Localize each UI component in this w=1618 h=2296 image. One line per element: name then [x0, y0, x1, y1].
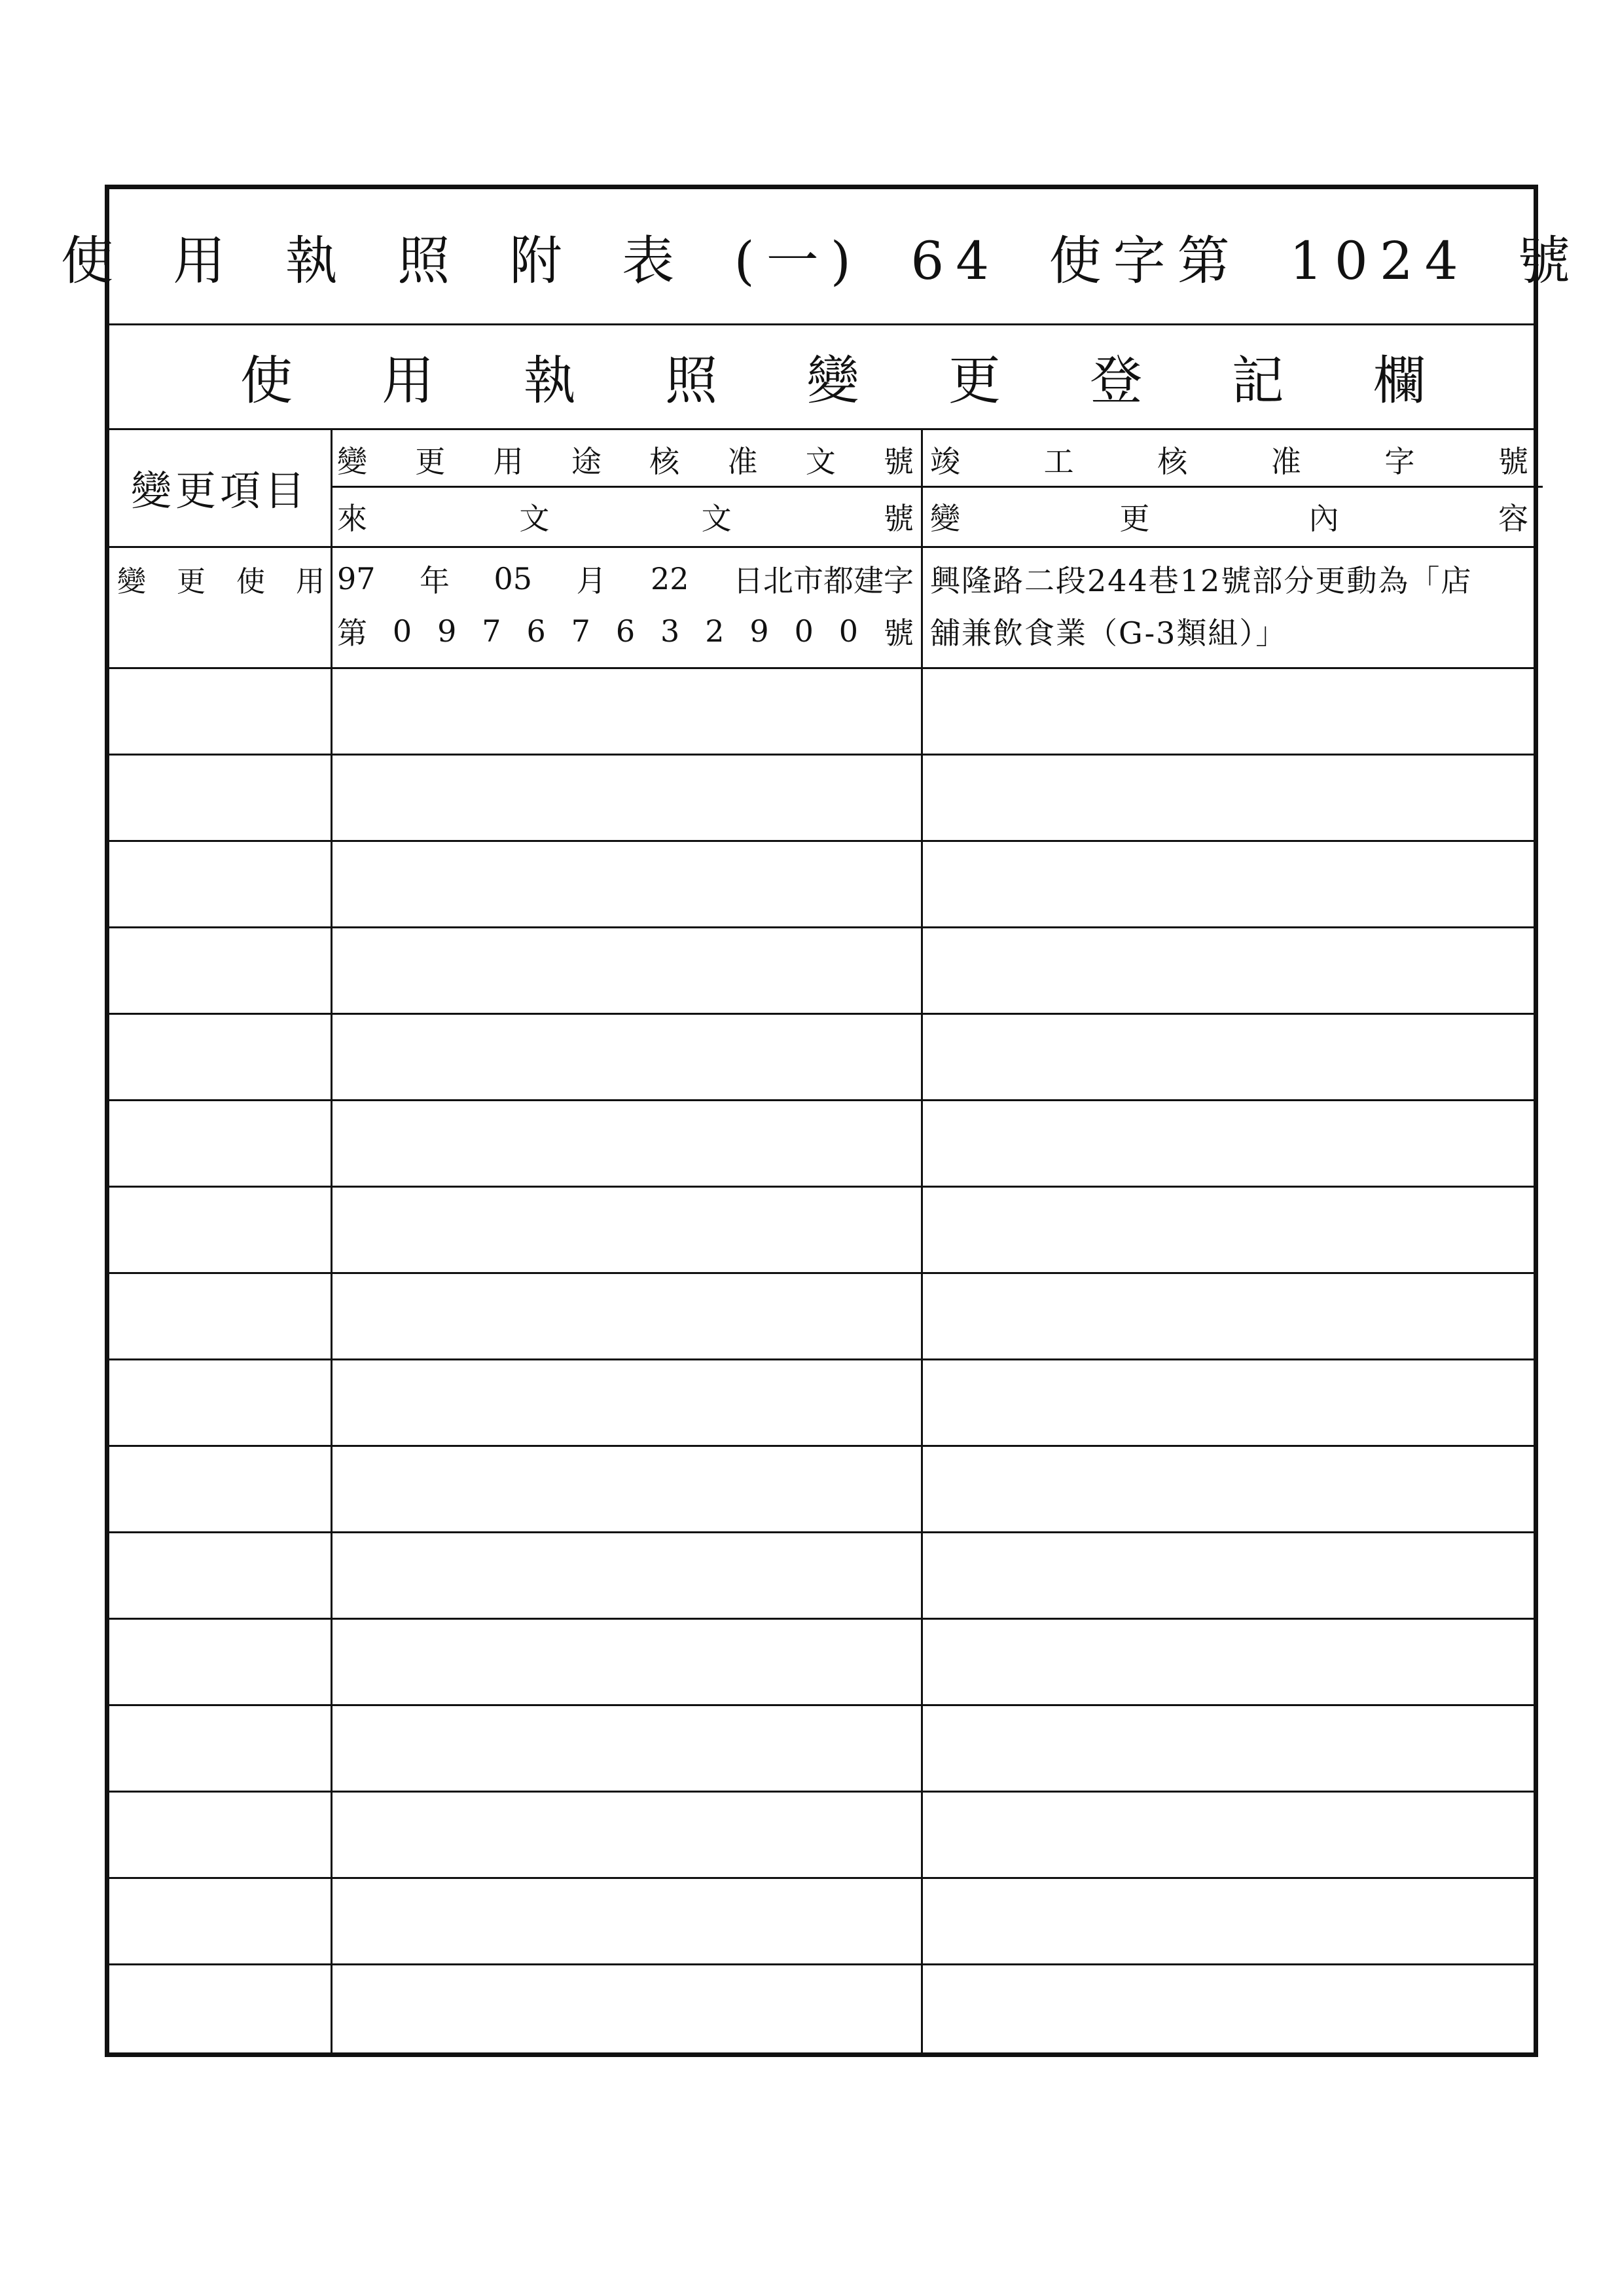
- char-7: 號: [883, 444, 914, 479]
- table-row-divider: [109, 1791, 1534, 1793]
- row1-change-content-line1: 興隆路二段244巷12號部分更動為「店: [930, 563, 1473, 598]
- table-row-divider: [109, 926, 1534, 928]
- char-4: 核: [649, 444, 680, 479]
- char-0: 竣: [930, 444, 960, 479]
- char-1: 工: [1043, 444, 1074, 479]
- header-bottom-divider: [109, 546, 1534, 548]
- row1-doc-number-line: [333, 605, 918, 657]
- header-change-content: [925, 490, 1534, 543]
- char-6: 6: [615, 613, 636, 649]
- char-1: 年: [420, 563, 450, 598]
- header-mid-divider: [331, 486, 1543, 488]
- char-1: 用: [382, 350, 435, 411]
- char-3: 途: [571, 444, 602, 479]
- char-3: 容: [1498, 501, 1528, 536]
- table-row-divider: [109, 1358, 1534, 1360]
- char-7: 3: [660, 613, 680, 649]
- table-row-divider: [109, 1963, 1534, 1965]
- form-title: 使 用 執 照 附 表 (一) 64 使字第 1024 號: [60, 230, 1583, 291]
- char-0: 來: [337, 501, 367, 536]
- char-3: 7: [482, 613, 501, 649]
- table-row-divider: [109, 754, 1534, 756]
- char-12: 號: [883, 615, 914, 651]
- char-3: 照: [665, 350, 718, 411]
- char-7: 記: [1231, 350, 1284, 411]
- table-row-divider: [109, 1186, 1534, 1188]
- char-6: 文: [805, 444, 836, 479]
- header-completion-approval-number: [925, 433, 1534, 486]
- char-2: 05: [494, 561, 533, 596]
- char-5: 號: [1498, 444, 1528, 479]
- char-4: 變: [806, 350, 859, 411]
- table-row-divider: [109, 1877, 1534, 1879]
- char-0: 變: [337, 444, 367, 479]
- char-5: 7: [571, 613, 590, 649]
- table-row-divider: [109, 667, 1534, 669]
- table-row-divider: [109, 1531, 1534, 1533]
- char-4: 字: [1384, 444, 1415, 479]
- char-2: 文: [701, 501, 732, 536]
- usage-permit-form: [60, 185, 1583, 2057]
- char-8: 欄: [1373, 350, 1426, 411]
- char-0: 變: [930, 501, 960, 536]
- char-5: 日北市都建字: [732, 563, 914, 598]
- char-2: 9: [437, 613, 457, 649]
- column-divider-1: [331, 428, 333, 2052]
- char-8: 2: [705, 613, 725, 649]
- char-2: 使: [236, 565, 265, 598]
- header-incoming-doc-number: [333, 490, 918, 543]
- char-4: 22: [650, 561, 689, 596]
- table-row-divider: [109, 840, 1534, 842]
- char-11: 0: [838, 613, 859, 649]
- char-0: 第: [337, 615, 367, 651]
- char-1: 更: [177, 565, 206, 598]
- char-10: 0: [794, 613, 814, 649]
- header-change-item: 變更項目: [130, 466, 309, 515]
- form-title-row: [60, 189, 1583, 325]
- table-row-divider: [109, 1099, 1534, 1101]
- row1-doc-date-line: [333, 553, 918, 605]
- char-1: 文: [519, 501, 550, 536]
- char-3: 月: [576, 563, 607, 598]
- char-6: 登: [1090, 350, 1143, 411]
- char-9: 9: [749, 613, 769, 649]
- header-approval-doc-number: [333, 433, 918, 486]
- char-5: 更: [948, 350, 1001, 411]
- char-1: 更: [1119, 501, 1150, 536]
- char-1: 0: [392, 613, 412, 649]
- table-row-divider: [109, 1445, 1534, 1447]
- char-0: 97: [337, 561, 376, 596]
- char-0: 變: [117, 565, 146, 598]
- row1-change-content-line2: 舖兼飲食業（G-3類組）」: [930, 615, 1287, 651]
- table-row-divider: [109, 1704, 1534, 1706]
- char-2: 執: [523, 350, 576, 411]
- char-2: 用: [493, 444, 524, 479]
- char-2: 核: [1157, 444, 1188, 479]
- char-0: 使: [240, 350, 293, 411]
- char-5: 准: [727, 444, 758, 479]
- column-divider-2: [921, 428, 923, 2052]
- char-3: 准: [1270, 444, 1301, 479]
- section-heading-row: [109, 323, 1534, 430]
- char-2: 內: [1308, 501, 1339, 536]
- section-heading: [109, 338, 1534, 414]
- change-record-table: [109, 428, 1534, 2052]
- table-row-divider: [109, 1272, 1534, 1274]
- table-row-divider: [109, 1013, 1534, 1015]
- row1-change-item: [115, 553, 327, 605]
- char-4: 6: [526, 613, 546, 649]
- char-3: 號: [883, 501, 914, 536]
- char-3: 用: [296, 565, 325, 598]
- char-1: 更: [415, 444, 446, 479]
- table-row-divider: [109, 1618, 1534, 1620]
